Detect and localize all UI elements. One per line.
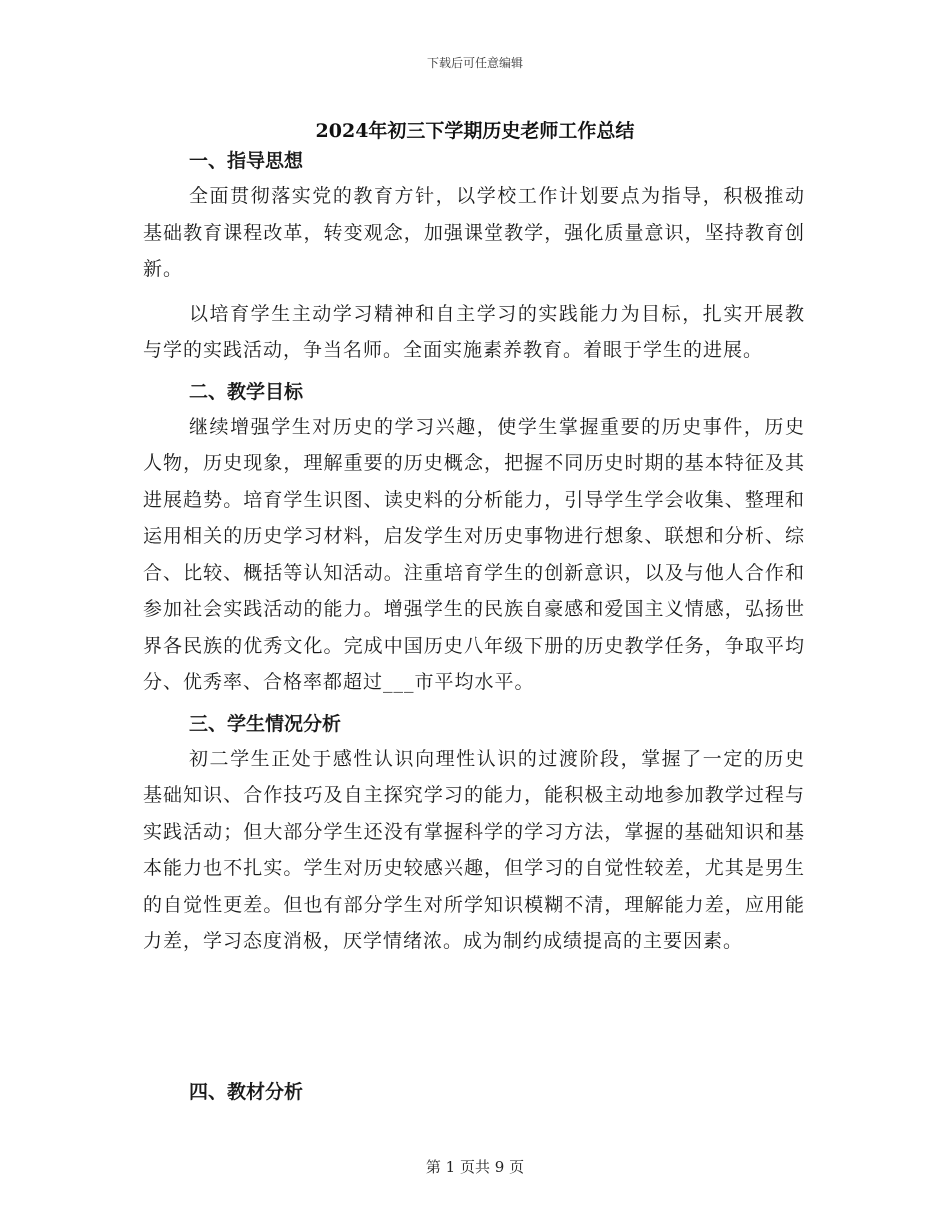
page-header-note: 下载后可任意编辑 xyxy=(426,56,523,70)
document-title: 2024年初三下学期历史老师工作总结 xyxy=(315,120,635,142)
paragraph: 初二学生正处于感性认识向理性认识的过渡阶段，掌握了一定的历史基础知识、合作技巧及自主探究学习的能力，能积极主动地参加教学过程与实践活动；但大部分学生还没有掌握科学的学习方法，掌握的基础知识和基本能力也不扎实。学生对历史较感兴趣，但学习的自觉性较差，尤其是男生的自觉性更差。但也有部分学生对所学知识模糊不清，理解能力差，应用能力差，学习态度消极，厌学情绪浓。成为制约成绩提高的主要因素。 xyxy=(143,747,805,952)
section-heading-textbook-analysis: 四、教材分析 xyxy=(189,1081,304,1103)
paragraph: 以培育学生主动学习精神和自主学习的实践能力为目标，扎实开展教与学的实践活动，争当名师。全面实施素养教育。着眼于学生的进展。 xyxy=(143,302,805,361)
paragraph: 全面贯彻落实党的教育方针，以学校工作计划要点为指导，积极推动基础教育课程改革，转变观念，加强课堂教学，强化质量意识，坚持教育创新。 xyxy=(143,185,805,280)
paragraph: 继续增强学生对历史的学习兴趣，使学生掌握重要的历史事件，历史人物，历史现象，理解重要的历史概念，把握不同历史时期的基本特征及其进展趋势。培育学生识图、读史料的分析能力，引导学生学会收集、整理和运用相关的历史学习材料，启发学生对历史事物进行想象、联想和分析、综合、比较、概括等认知活动。注重培育学生的创新意识，以及与他人合作和参加社会实践活动的能力。增强学生的民族自豪感和爱国主义情感，弘扬世界各民族的优秀文化。完成中国历史八年级下册的历史教学任务，争取平均分、优秀率、合格率都超过___市平均水平。 xyxy=(143,415,805,693)
section-heading-teaching-goals: 二、教学目标 xyxy=(189,380,304,403)
section-heading-guiding-ideology: 一、指导思想 xyxy=(189,150,304,172)
document-body xyxy=(143,146,805,968)
section-heading-student-analysis: 三、学生情况分析 xyxy=(189,712,342,735)
page-number: 第 1 页共 9 页 xyxy=(425,1158,525,1176)
